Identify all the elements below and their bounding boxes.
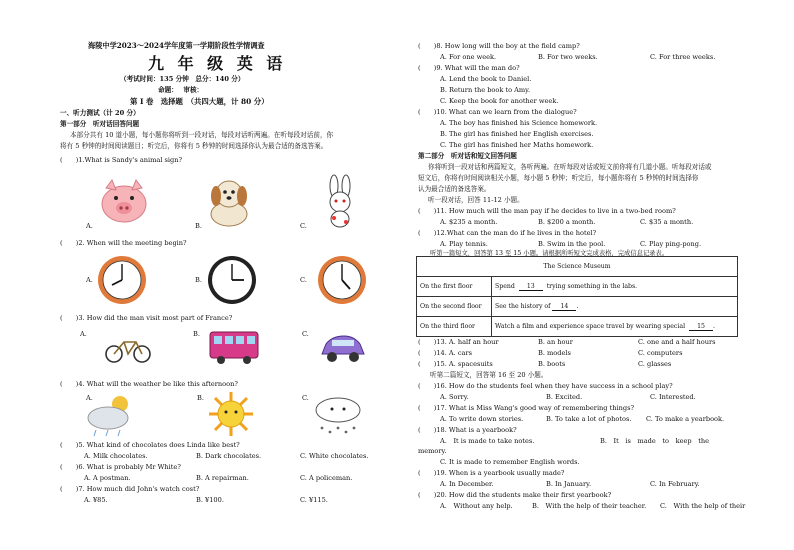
clock-icon — [96, 254, 148, 306]
clock-icon — [206, 254, 258, 306]
question-20: ( )20. How did the students make their first yearbook? — [418, 491, 612, 499]
option-label: B. — [193, 330, 200, 338]
passage1-instruction: 听第一篇短文，回答第 13 至 15 小题。请根据所听短文完成表格，完成信息记录表。 — [430, 250, 669, 257]
option-label: B. — [195, 222, 202, 230]
option: C. For three weeks. — [650, 53, 716, 61]
option: B. The girl has finished her English exercises. — [440, 130, 594, 138]
pig-picture — [96, 178, 152, 226]
option: C. White chocolates. — [300, 452, 369, 460]
intro-line: 你将听到一段对话和两篇短文，各听两遍。在听每段对话或短文前你将有几道小题。听每段对话或 — [428, 163, 712, 171]
table-cell: Watch a film and experience space travel by wearing special 15 . — [492, 317, 738, 337]
rabbit-picture — [320, 174, 360, 228]
question-14: ( )14. A. cars — [418, 349, 473, 357]
question-11: ( )11. How much will the man pay if he decides to live in a two-bed room? — [418, 207, 676, 215]
question-4: ( )4. What will the weather be like this afternoon? — [60, 380, 238, 388]
option-label: C. — [302, 394, 309, 402]
option: A. Lend the book to Daniel. — [440, 75, 532, 83]
option: A. Play tennis. — [440, 240, 488, 248]
option: B. In January. — [546, 480, 592, 488]
option: C. computers — [638, 349, 683, 357]
part-title: 第 Ⅰ 卷 选择题 （共四大题，计 80 分） — [130, 97, 269, 106]
subject-title: 九 年 级 英 语 — [148, 54, 287, 73]
question-15: ( )15. A. spacesuits — [418, 360, 493, 368]
option: A. $235 a month. — [440, 218, 498, 226]
option: C. In February. — [650, 480, 700, 488]
option: C. Play ping-pong. — [640, 240, 702, 248]
question-10: ( )10. What can we learn from the dialogue? — [418, 108, 577, 116]
dog-picture — [203, 176, 257, 228]
option: A. Milk chocolates. — [84, 452, 148, 460]
passage2-instruction: 听第二篇短文，回答第 16 至 20 小题。 — [430, 371, 548, 379]
table-cell: On the third floor — [417, 317, 492, 337]
question-17: ( )17. What is Miss Wang's good way of remembering things? — [418, 404, 635, 412]
option-label: A. — [86, 394, 93, 402]
option-label: B. — [197, 394, 204, 402]
option: B. It is made to keep the — [600, 437, 709, 445]
option: A. Sorry. — [440, 393, 469, 401]
question-5: ( )5. What kind of chocolates does Linda like best? — [60, 441, 240, 449]
option: C. With the help of their — [660, 502, 746, 510]
option: B. A repairman. — [196, 474, 249, 482]
time-info: （考试时间：135 分钟 总分：140 分） — [120, 75, 245, 83]
option: C. The girl has finished her Maths homework. — [440, 141, 594, 149]
table-row — [417, 317, 738, 337]
bus-picture — [208, 328, 260, 366]
question-12: ( )12.What can the man do if he lives in the hotel? — [418, 229, 597, 237]
question-1: ( )1.What is Sandy's animal sign? — [60, 156, 183, 164]
section-heading: 一、听力测试（计 20 分） — [60, 109, 140, 117]
table-cell: On the second floor — [417, 297, 492, 317]
option: B. models — [538, 349, 571, 357]
option-continuation: memory. — [418, 447, 447, 455]
school-title: 海陵中学2023～2024学年度第一学期阶段性学情调查 — [88, 41, 265, 50]
option: B. boots — [538, 360, 566, 368]
option: B. Dark chocolates. — [196, 452, 262, 460]
intro-line: 将有 5 秒钟的时间阅读题目；听完后，你将有 5 秒钟的时间选择你认为最合适的备选答案。 — [60, 142, 328, 150]
intro-line: 认为最合适的备选答案。 — [418, 185, 491, 193]
option: C. Keep the book for another week. — [440, 97, 559, 105]
question-8: ( )8. How long will the boy at the field camp? — [418, 42, 580, 50]
intro-line: 本部分共有 10 道小题，每小题你将听到一段对话，每段对话听两遍。在听每段对话前，你 — [70, 131, 334, 139]
option: A. A postman. — [84, 474, 131, 482]
part2-heading: 第二部分 听对话和短文回答问题 — [418, 152, 517, 160]
intro-line: 短文后，你将有时间阅读相关小题，每小题 5 秒钟；听完后，每小题你将有 5 秒钟的时间选择你 — [418, 174, 699, 182]
option: C. glasses — [638, 360, 672, 368]
question-3: ( )3. How did the man visit most part of France? — [60, 314, 233, 322]
option: B. For two weeks. — [538, 53, 598, 61]
option: B. To take a lot of photos. — [546, 415, 632, 423]
option-label: A. — [86, 222, 93, 230]
option: C. It is made to remember English words. — [440, 458, 580, 466]
question-13: ( )13. A. half an hour — [418, 338, 499, 346]
option: B. Excited. — [546, 393, 583, 401]
option: C. one and a half hours — [638, 338, 716, 346]
table-cell: Spend 13 trying something in the labs. — [492, 277, 738, 297]
snowy-weather-picture — [310, 394, 366, 438]
intro-line: 听一段对话，回答 11-12 小题。 — [428, 196, 524, 204]
option: A. For one week. — [440, 53, 497, 61]
sunny-weather-picture — [204, 390, 258, 438]
option: B. an hour — [538, 338, 573, 346]
option: A. To write down stories. — [440, 415, 524, 423]
option-label: C. — [302, 330, 309, 338]
bicycle-picture — [104, 334, 152, 364]
option: A. ¥85. — [84, 496, 108, 504]
option: B. With the help of their teacher. — [532, 502, 647, 510]
question-7: ( )7. How much did John's watch cost? — [60, 485, 200, 493]
option: A. Without any help. — [440, 502, 513, 510]
option-label: A. — [80, 330, 87, 338]
table-cell: On the first floor — [417, 277, 492, 297]
option-label: B. — [195, 276, 202, 284]
option-label: C. — [300, 276, 307, 284]
table-row — [417, 297, 738, 317]
table-cell: See the history of 14 . — [492, 297, 738, 317]
option: C. $35 a month. — [640, 218, 694, 226]
option: A. It is made to take notes. — [440, 437, 535, 445]
option: A. The boy has finished his Science homework. — [440, 119, 598, 127]
signers: 命题： 审核： — [158, 86, 204, 94]
option-label: A. — [86, 276, 93, 284]
question-19: ( )19. When is a yearbook usually made? — [418, 469, 565, 477]
option: B. ¥100. — [196, 496, 224, 504]
option-label: C. — [300, 222, 307, 230]
question-16: ( )16. How do the students feel when they have success in a school play? — [418, 382, 673, 390]
option: B. Swim in the pool. — [538, 240, 606, 248]
option: C. A policeman. — [300, 474, 353, 482]
part1-heading: 第一部分 听对话回答问题 — [60, 120, 140, 128]
question-2: ( )2. When will the meeting begin? — [60, 239, 187, 247]
table-row — [417, 277, 738, 297]
question-9: ( )9. What will the man do? — [418, 64, 520, 72]
option: C. ¥115. — [300, 496, 328, 504]
question-18: ( )18. What is a yearbook? — [418, 426, 517, 434]
car-picture — [318, 332, 368, 366]
clock-icon — [316, 254, 368, 306]
option: A. In December. — [440, 480, 494, 488]
answer-blank[interactable]: 15 — [689, 323, 713, 331]
option: B. $200 a month. — [538, 218, 596, 226]
answer-blank[interactable]: 13 — [519, 283, 543, 291]
table-title: The Science Museum — [417, 257, 738, 277]
question-6: ( )6. What is probably Mr White? — [60, 463, 181, 471]
option: C. Interested. — [650, 393, 696, 401]
option: C. To make a yearbook. — [646, 415, 725, 423]
cloudy-weather-picture — [82, 392, 140, 438]
info-table — [416, 256, 738, 337]
answer-blank[interactable]: 14 — [552, 303, 576, 311]
option: B. Return the book to Amy. — [440, 86, 531, 94]
